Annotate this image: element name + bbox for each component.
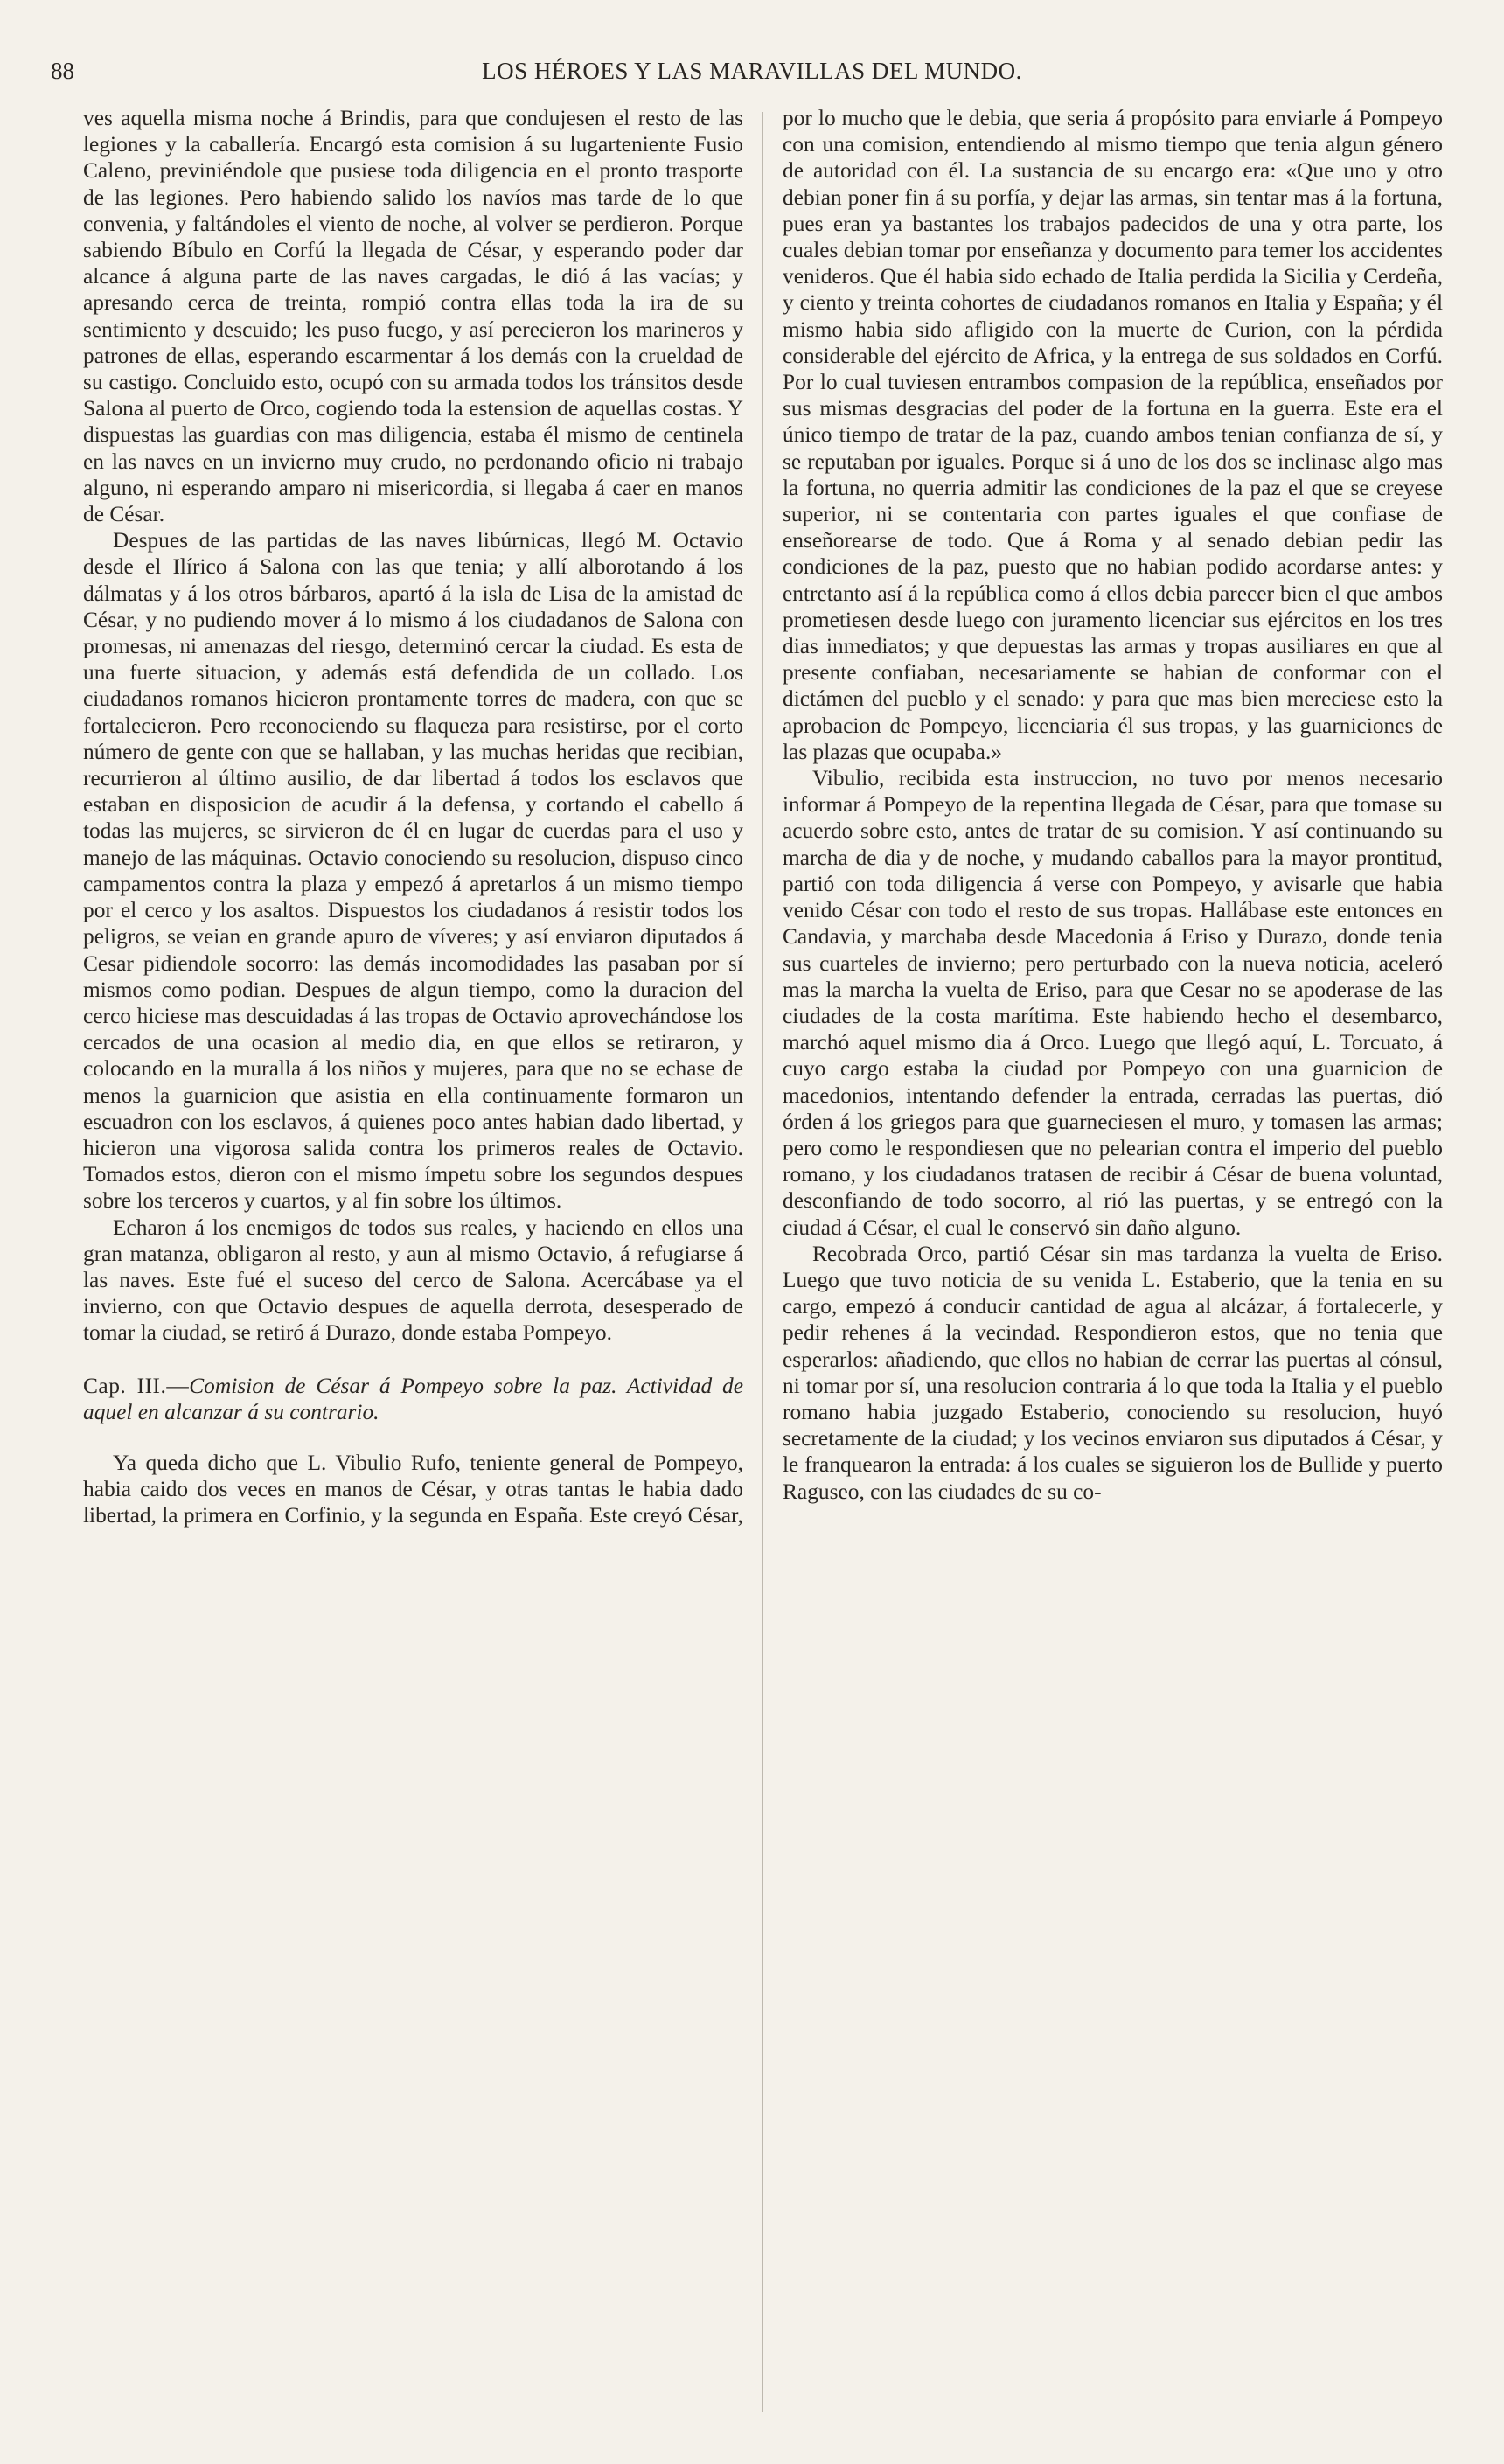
paragraph: Recobrada Orco, partió César sin mas tardanza la vuelta de Eriso. Luego que tuvo noticia de su venida L. Estaberio, que la tenia en su cargo, empezó á conducir cantidad de agua al alcázar, á fortalecerle, y pedir rehenes á la vecindad. Respondieron estos, que no tenia que esperarlos: añadiendo, que ellos no habian de cerrar las puertas al cónsul, ni tomar por sí, una resolucion contraria á lo que toda la Italia y el pueblo romano habia juzgado Estaberio, conociendo su resolucion, huyó secretamente de la ciudad; y los vecinos enviaron sus diputados á César, y le franquearon la entrada: á los cuales se siguieron los de Bullide y puerto Raguseo, con las ciudades de su co- [783, 1241, 1443, 1504]
paragraph: Despues de las partidas de las naves libúrnicas, llegó M. Octavio desde el Ilírico á Salona con las que tenia; y allí alborotando á los dálmatas y á los otros bárbaros, apartó á la isla de Lisa de la amistad de César, y no pudiendo mover á lo mismo á los ciudadanos de Salona con promesas, ni amenazas del riesgo, determinó cercar la ciudad. Es esta de una fuerte situacion, y además está defendida de un collado. Los ciudadanos romanos hicieron prontamente torres de madera, con que se fortalecieron. Pero reconociendo su flaqueza para resistirse, por el corto número de gente con que se hallaban, y las muchas heridas que recibian, recurrieron al último ausilio, de dar libertad á todos los esclavos que estaban en disposicion de acudir á la defensa, y cortando el cabello á todas las mujeres, se sirvieron de él en lugar de cuerdas para el uso y manejo de las máquinas. Octavio conociendo su resolucion, dispuso cinco campamentos contra la plaza y empezó á apretarlos á un mismo tiempo por el cerco y los asaltos. Dispuestos los ciudadanos á resistir todos los peligros, se veian en grande apuro de víveres; y así enviaron diputados á Cesar pidiendole socorro: las demás incomodidades las pasaban por sí mismos como podian. Despues de algun tiempo, como la duracion del cerco hiciese mas descuidadas á las tropas de Octavio aprovechándose los cercados de una ocasion al medio dia, en que ellos se retiraron, y colocando en la muralla á los niños y mujeres, para que no se echase de menos la guarnicion que asistia en ella continuamente formaron un escuadron con los esclavos, á quienes poco antes habian dado libertad, y hicieron una vigorosa salida contra los primeros reales de Octavio. Tomados estos, dieron con el mismo ímpetu sobre los segundos despues sobre los terceros y cuartos, y al fin sobre los últimos. [83, 528, 743, 1214]
paragraph: por lo mucho que le debia, que seria á propósito para enviarle á Pompeyo con una comision, entendiendo al mismo tiempo que tenia algun género de autoridad con él. La sustancia de su encargo era: «Que uno y otro debian poner fin á su porfía, y dejar las armas, sin tentar mas á la fortuna, pues eran ya bastantes los trabajos padecidos de una y otra parte, los cuales debian tomar por enseñanza y documento para temer los accidentes venideros. Que él habia sido echado de Italia perdida la Sicilia y Cerdeña, y ciento y treinta cohortes de ciudadanos romanos en Italia y España; y él mismo habia sido afligido con la muerte de Curion, con la pérdida considerable del ejército de Africa, y la entrega de sus soldados en Corfú. Por lo cual tuviesen entrambos compasion de la república, enseñados por sus mismas desgracias del poder de la fortuna en la guerra. Este era el único tiempo de tratar de la paz, cuando ambos tenian confianza de sí, y se reputaban por iguales. Porque si á uno de los dos se inclinase algo mas la fortuna, no querria admitir las condiciones de la paz el que se creyese superior, ni se contentaria con partes iguales el que confiase de enseñorearse de todo. Que á Roma y al senado debian pedir las condiciones de la paz, puesto que no habian podido acordarse antes: y entretanto así á la república como á ellos debia parecer bien el que ambos prometiesen desde luego con juramento licenciar sus ejércitos en los tres dias inmediatos; y que depuestas las armas y tropas ausiliares en que al presente confiaban, necesariamente se habian de conformar con el dictámen del pueblo y el senado: y para que mas bien mereciese esto la aprobacion de Pompeyo, licenciaria él sus tropas, y las guarniciones de las plazas que ocupaba.» [783, 106, 1443, 764]
paragraph: Vibulio, recibida esta instruccion, no tuvo por menos necesario informar á Pompeyo de la repentina llegada de César, para que tomase su acuerdo sobre esto, antes de tratar de su comision. Y así continuando su marcha de dia y de noche, y mudando caballos para la mayor prontitud, partió con toda diligencia á verse con Pompeyo, y avisarle que habia venido César con todo el resto de sus tropas. Hallábase este entonces en Candavia, y marchaba desde Macedonia á Eriso y Durazo, donde tenia sus cuarteles de invierno; pero perturbado con la nueva noticia, aceleró mas la marcha la vuelta de Eriso, para que Cesar no se apoderase de las ciudades de la costa marítima. Este habiendo hecho el desembarco, marchó aquel mismo dia á Orco. Luego que llegó aquí, L. Torcuato, á cuyo cargo estaba la ciudad por Pompeyo con una guarnicion de macedonios, intentando defender la entrada, cerradas las puertas, dió órden á los griegos para que guarneciesen el muro, y tomasen las armas; pero como le respondiesen que no pelearian contra el imperio del pueblo romano, y los ciudadanos tratasen de recibir á César de buena voluntad, desconfiando de todo socorro, al rió las puertas, y se entregó con la ciudad á César, el cual le conservó sin daño alguno. [783, 766, 1443, 1240]
page-header [51, 51, 1453, 94]
left-column [83, 105, 743, 2422]
running-title: LOS HÉROES Y LAS MARAVILLAS DEL MUNDO. [482, 58, 1022, 84]
paragraph: Echaron á los enemigos de todos sus reales, y haciendo en ellos una gran matanza, obligaron al resto, y aun al mismo Octavio, á refugiarse á las naves. Este fué el suceso del cerco de Salona. Acercábase ya el invierno, con que Octavio despues de aquella derrota, desesperado de tomar la ciudad, se retiró á Durazo, donde estaba Pompeyo. [83, 1215, 743, 1346]
paragraph: ves aquella misma noche á Brindis, para que condujesen el resto de las legiones y la caballería. Encargó esta comision á su lugarteniente Fusio Caleno, previniéndole que pusiese toda diligencia en el pronto trasporte de las legiones. Pero habiendo salido los navíos mas tarde de lo que convenia, y faltándoles el viento de noche, al volver se perdieron. Porque sabiendo Bíbulo en Corfú la llegada de César, y esperando poder dar alcance á alguna parte de las naves cargadas, le dió á las vacías; y apresando cerca de treinta, rompió contra ellas toda la ira de su sentimiento y descuido; les puso fuego, y así perecieron los marineros y patrones de ellas, esperando escarmentar á los demás con la crueldad de su castigo. Concluido esto, ocupó con su armada todos los tránsitos desde Salona al puerto de Orco, cogiendo toda la estension de aquellas costas. Y dispuestas las guardias con mas diligencia, estaba él mismo de centinela en las naves en un invierno muy crudo, no perdonando oficio ni trabajo alguno, ni esperando amparo ni misericordia, si llegaba á caer en manos de César. [83, 106, 743, 527]
chapter-title: Comision de César á Pompeyo sobre la paz. Actividad de aquel en alcanzar á su contrario. [83, 1373, 743, 1424]
chapter-heading [83, 1373, 743, 1425]
right-column [783, 105, 1443, 2422]
paragraph: Ya queda dicho que L. Vibulio Rufo, teniente general de Pompeyo, habia caido dos veces en manos de César, y otras tantas le habia dado libertad, la primera en Corfinio, y la segunda en España. Este creyó César, [83, 1450, 743, 1528]
column-divider [762, 112, 763, 2412]
page-number: 88 [51, 58, 74, 84]
chapter-label: Cap. III.— [83, 1373, 190, 1398]
